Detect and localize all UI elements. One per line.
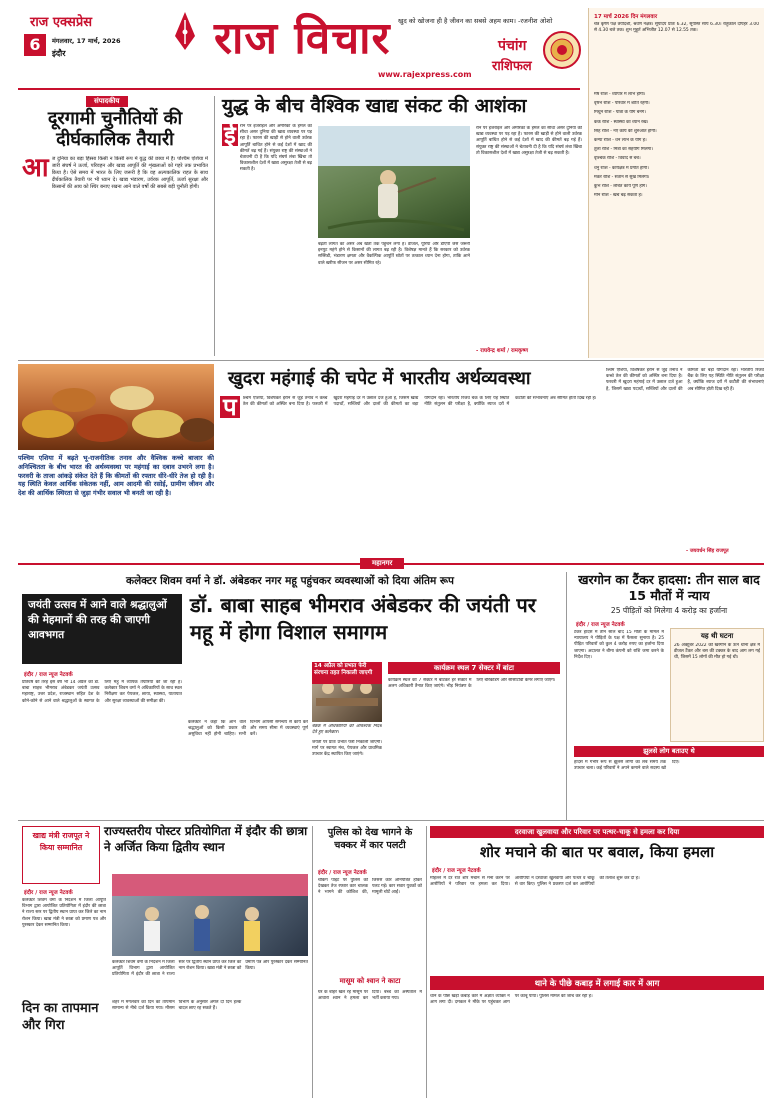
paper-title: राज विचार bbox=[214, 13, 391, 64]
tanker-body: टैंकर हादसे में तीन साल बाद 15 मौतों के मामले में न्यायालय ने पीड़ितों के पक्ष में फैसला सुनाया है। 25 पीड़ित परिवारों को कुल 4 करोड़ रुपए का हर्जाना दिया जाएगा। अदालत ने बीमा कंपनी को राशि जमा करने के निर्देश दिए। bbox=[574, 630, 664, 660]
rashifal-item: कर्क राशि - स्वास्थ्य का ध्यान रखें। bbox=[594, 119, 649, 125]
date-line: मंगलवार, 17 मार्च, 2026 bbox=[52, 37, 121, 45]
poster-byline: इंदौर / राज न्यूज नेटवर्क bbox=[24, 890, 73, 896]
sub1-body: जयंती पर प्रातः प्रभात फेरी निकाली जाएगी। मार्ग पर स्वागत मंच, पेयजल और प्राथमिक उपचार केंद्र स्थापित किए जाएंगे। bbox=[312, 740, 382, 758]
rashifal-item: मकर राशि - संतान से सुख मिलेगा। bbox=[594, 174, 650, 180]
inflation-body-cont: श्चिम एशिया, विशेषकर ईरान से जुड़े तनाव ने कच्चे तेल की कीमतों को अस्थिर बना दिया है। फरवरी में खुदरा महंगाई दर में उछाल दर्ज हुआ है, जिसमें खाद्य पदार्थों, सब्जियों और दालों की कीमतों का बड़ा योगदान रहा। भारतीय रिजर्व बैंक के लिए यह स्थिति नीति संतुलन की परीक्षा है, क्योंकि ब्याज दरों में कटौती की संभावनाएं अब सीमित होती दिख रही हैं। bbox=[606, 368, 764, 392]
sub2-body: कार्यक्रम स्थल को 7 सेक्टर में बांटकर हर सेक्टर में अलग अधिकारी तैनात किए जाएंगे। भीड़ नियंत्रण के लिए बैरिकेडिंग और सीसीटीवी कैमरे लगाए जाएंगे। bbox=[388, 678, 556, 690]
poster-body-2: कलेक्टर शिवम वर्मा के निर्देशन में जिला आपूर्ति विभाग द्वारा आयोजित प्रतियोगिता में इंदौर की छात्रा ने राज्य स्तर पर द्वितीय स्थान प्राप्त कर जिले का नाम रोशन किया। खाद्य मंत्री ने छात्रा को प्रमाण पत्र और पुरस्कार देकर सम्मानित किया। bbox=[112, 960, 308, 978]
tanker-box-title: यह थी घटना bbox=[700, 632, 734, 640]
lead-col-1 bbox=[222, 120, 312, 356]
attack-headline: शोर मचाने की बात पर बवाल, किया हमला bbox=[479, 843, 715, 861]
lead-body-1: रान पर इजराइल और अमेरिका के हमले का सीधा असर दुनिया की खाद्य व्यवस्था पर पड़ रहा है। फारस की खाड़ी से होने वाली उर्वरक आपूर्ति बाधित होने से कई देशों में खाद की कीमतें बढ़ गई हैं। संयुक्त राष्ट्र की संस्थाओं ने चेतावनी दी है कि यदि संघर्ष लंबा खिंचा तो विकासशील देशों में खाद्य असुरक्षा तेजी से बढ़ सकती है। bbox=[239, 124, 312, 173]
ambedkar-headline: डॉ. बाबा साहब भीमराव अंबेडकर की जयंती पर महू में होगा विशाल समागम bbox=[190, 593, 536, 644]
editorial-article bbox=[22, 153, 208, 356]
bottom-divider-1 bbox=[312, 826, 313, 1098]
inflation-byline: - जयवर्धन सिंह राजपूत bbox=[686, 548, 729, 554]
meeting-photo-caption: बैठक में अधिकारियों को आवश्यक निर्देश देते हुए कलेक्टर। bbox=[312, 724, 382, 736]
masthead-rule bbox=[18, 88, 580, 90]
panchang-label: पंचांग bbox=[498, 38, 527, 54]
panchang-date: 17 मार्च 2026 दिन मंगलवार bbox=[594, 14, 658, 20]
lead-headline: युद्ध के बीच वैश्विक खाद्य संकट की आशंका bbox=[222, 95, 527, 117]
rashifal-item: कन्या राशि - धन लाभ के योग हैं। bbox=[594, 138, 647, 144]
rashifal-item: सिंह राशि - नए कार्य की शुरुआत होगी। bbox=[594, 128, 657, 134]
editorial-headline: दूरगामी चुनौतियों की दीर्घकालिक तैयारी bbox=[47, 108, 183, 150]
tanker-box-body: 26 अक्टूबर 2022 को खरगोन के ऊन थाना क्षेत्र में डीजल टैंकर और बस की टक्कर के बाद आग लग गई थी, जिसमें 15 लोगों की मौत हो गई थी। bbox=[674, 643, 760, 661]
tanker-divider bbox=[566, 572, 567, 820]
section-strip-label: महानगर bbox=[360, 558, 404, 569]
attack-kicker: दरवाजा खुलवाया और परिवार पर पत्थर-चाकू से हमला कर दिया bbox=[514, 828, 680, 836]
lead-byline: - राघवेन्द्र शर्मा / रामकृष्ण bbox=[476, 348, 528, 354]
website-link[interactable]: www.rajexpress.com bbox=[378, 70, 472, 79]
section-rule-2 bbox=[18, 820, 764, 821]
rashifal-item: धनु राशि - कार्यक्षेत्र में प्रगति होगी। bbox=[594, 165, 649, 171]
rashifal-item: वृश्चिक राशि - विवाद से बचें। bbox=[594, 156, 641, 162]
editorial-tag: संपादकीय bbox=[86, 96, 128, 107]
tanker-sub: झुलसे लोग बताउए थे bbox=[643, 747, 695, 755]
editorial-body: ज दुनिया का बड़ा हिस्सा किसी न किसी रूप में युद्ध की छाया में है। पश्चिम एशिया में जारी संघर्ष ने ऊर्जा, परिवहन और खाद्य आपूर्ति की शृंखलाओं को गहरे तक प्रभावित किया है। ऐसे समय में भारत के लिए जरूरी है कि वह अल्पकालिक राहत के साथ दीर्घकालिक तैयारी पर भी ध्यान दे। खाद्य भंडारण, उर्वरक आपूर्ति, ऊर्जा सुरक्षा और किसानों की आय को स्थिर बनाए रखना आने वाले वर्षों की सबसे बड़ी चुनौती होगी। bbox=[51, 156, 208, 190]
fire-headline: थाने के पीछे कबाड़ में लगाई कार में आग bbox=[534, 978, 660, 988]
panchang-body: चैत्र कृष्ण पक्ष त्रयोदशी, श्रवण नक्षत्र। सूर्योदय प्रातः 6.32, सूर्यास्त सायं 6.30। राहुकाल दोपहर 3.00 से 4.30 बजे तक। शुभ मुहूर्त अभिजीत 12.07 से 12.55 तक। bbox=[594, 22, 759, 34]
rashifal-list bbox=[594, 92, 759, 199]
farmer-field-photo bbox=[318, 126, 470, 238]
paper-small-name: राज एक्सप्रेस bbox=[30, 15, 93, 30]
award-photo bbox=[112, 874, 308, 956]
ambedkar-body: प्रतिवर्ष की तरह इस वर्ष भी 14 अप्रैल को डॉ. बाबा साहब भीमराव अंबेडकर जयंती उत्सव महाराष्ट्र, उत्तर प्रदेश, राजस्थान सहित देश के कोने-कोने से आने वाले श्रद्धालुओं के स्वागत के लिए महू में व्यापक तैयारियां की जा रही हैं। कलेक्टर शिवम वर्मा ने अधिकारियों के साथ स्थल निरीक्षण कर पेयजल, छाया, स्वास्थ्य, यातायात और सुरक्षा व्यवस्थाओं की समीक्षा की। bbox=[22, 680, 182, 704]
tanker-sub-banner bbox=[574, 746, 764, 757]
rashifal-item: मेष राशि - व्यापार में लाभ होगा। bbox=[594, 92, 646, 97]
inflation-body: श्चिम एशिया, विशेषकर ईरान से जुड़े तनाव ने कच्चे तेल की कीमतों को अस्थिर बना दिया है। फरवरी में खुदरा महंगाई दर में उछाल दर्ज हुआ है, जिसमें खाद्य पदार्थों, सब्जियों और दालों की कीमतों का बड़ा योगदान रहा। भारतीय रिजर्व बैंक के लिए यह स्थिति नीति संतुलन की परीक्षा है, क्योंकि ब्याज दरों में कटौती की संभावनाएं अब सीमित होती दिख रही हैं। bbox=[242, 396, 597, 408]
sub2-banner bbox=[388, 662, 560, 674]
police-sub-body: घर के बाहर खेल रहे मासूम पर आवारा श्वान ने हमला कर दिया। बच्चे को अस्पताल में भर्ती कराया गया। bbox=[318, 990, 422, 1002]
sub1-headline: 14 अप्रैल को प्रभात फेरी संरचना तहत निकाली जाएगी bbox=[314, 663, 373, 676]
ambedkar-byline: इंदौर / राज न्यूज नेटवर्क bbox=[24, 672, 73, 678]
sub2-headline: कार्यक्रम स्थल 7 सेक्टर में बांटा bbox=[434, 664, 514, 672]
inflation-standfirst: पश्चिम एशिया में बढ़ते भू-राजनीतिक तनाव और वैश्विक कच्चे बाजार की अनिश्चितता के बीच भारत की अर्थव्यवस्था पर महंगाई का दबाव उभरने लगा है। फरवरी के ताजा आंकड़े संकेत देते हैं कि कीमतों की रफ्तार धीरे-धीरे तेज हो रही है। यह स्थिति केवल आर्थिक संकेतक नहीं, आम आदमी की रसोई, ग्रामीण जीवन और देश की आर्थिक स्थिरता से जुड़ा गंभीर सवाल भी बनती जा रही है। bbox=[18, 454, 214, 498]
rashifal-item: वृषभ राशि - परिवार में शांति रहेगी। bbox=[594, 101, 650, 107]
poster-headline: राज्यस्तरीय पोस्टर प्रतियोगिता में इंदौर की छात्रा ने अर्जित किया द्वितीय स्थान bbox=[104, 824, 308, 854]
attack-kicker-bar bbox=[430, 826, 764, 838]
tanker-headline: खरगोन का टैंकर हादसा: तीन साल बाद 15 मौतों में न्याय bbox=[578, 572, 760, 603]
rashifal-item: मिथुन राशि - यात्रा के योग बनेंगे। bbox=[594, 110, 646, 116]
inflation-article bbox=[220, 392, 600, 552]
weather-body: शहर में मंगलवार को दिन का तापमान सामान्य से नीचे दर्ज किया गया। मौसम विभाग के अनुसार अगले दो दिन हल्के बादल छाए रह सकते हैं। bbox=[112, 1000, 242, 1012]
minister-text: खाद्य मंत्री राजपूत ने किया सम्मानित bbox=[32, 831, 90, 852]
police-headline: पुलिस को देख भागने के चक्कर में कार पलटी bbox=[327, 827, 413, 851]
tanker-fact-box bbox=[670, 628, 764, 742]
thought-quote: खुद को खोजना ही है जीवन का सबसे अहम काम। -रजनीश ओशो bbox=[398, 17, 553, 25]
city-name: इंदौर bbox=[52, 49, 66, 58]
rashifal-item: कुंभ राशि - लंबित कार्य पूर्ण होंगे। bbox=[594, 184, 647, 190]
inflation-headline: खुदरा महंगाई की चपेट में भारतीय अर्थव्यवस्था bbox=[228, 368, 531, 389]
police-body: चेकिंग पॉइंट पर पुलिस को देखकर तेज रफ्तार कार चालक ने भागने की कोशिश की, जिससे कार अनियंत्रित होकर पलट गई। कार सवार युवकों को मामूली चोटें आईं। bbox=[318, 878, 422, 896]
poster-body: कलेक्टर शिवम वर्मा के निर्देशन में जिला आपूर्ति विभाग द्वारा आयोजित प्रतियोगिता में इंदौर की छात्रा ने राज्य स्तर पर द्वितीय स्थान प्राप्त कर जिले का नाम रोशन किया। खाद्य मंत्री ने छात्रा को प्रमाण पत्र और पुरस्कार देकर सम्मानित किया। bbox=[22, 898, 106, 928]
police-sub: मासूम को श्वान ने काटा bbox=[339, 977, 401, 985]
minister-box bbox=[22, 826, 100, 884]
section-rule-1 bbox=[18, 360, 764, 361]
lead-body-2: बढ़ती लागत का असर अब खेतों तक पहुंचने लगा है। डीजल, यूरिया और डीएपी जैसे जरूरी इनपुट महंगे होने से किसानों की लागत बढ़ रही है। विशेषज्ञ मानते हैं कि सरकार को उर्वरक सब्सिडी, भंडारण क्षमता और वैकल्पिक आपूर्ति स्रोतों पर तत्काल ध्यान देना होगा, ताकि आने वाले खरीफ सीजन पर असर सीमित रहे। bbox=[318, 242, 470, 266]
tanker-byline: इंदौर / राज न्यूज नेटवर्क bbox=[576, 622, 625, 628]
pen-logo-icon bbox=[168, 10, 202, 54]
zodiac-wheel-icon bbox=[542, 30, 582, 70]
section-strip bbox=[18, 558, 764, 570]
tanker-sub-body: हादसे में गंभीर रूप से झुलसे लोगों का लंबे समय तक उपचार चला। कई परिवारों ने अपने कमाने वाले सदस्य खो दिए। bbox=[574, 760, 680, 772]
weather-box bbox=[22, 1000, 106, 1098]
ambedkar-body-2: कलेक्टर ने कहा कि आने वाले श्रद्धालुओं को किसी प्रकार की असुविधा नहीं होनी चाहिए। सभी विभाग आपसी समन्वय से कार्य करें और समय सीमा में व्यवस्थाएं पूर्ण करें। bbox=[188, 720, 308, 738]
masthead bbox=[18, 8, 578, 86]
spices-market-photo bbox=[18, 364, 214, 450]
police-sub-banner bbox=[318, 976, 422, 987]
rashifal-label: राशिफल bbox=[492, 59, 532, 74]
rashifal-item: मीन राशि - खर्च बढ़ सकता है। bbox=[594, 193, 643, 199]
editorial-divider bbox=[214, 96, 215, 356]
fire-banner bbox=[430, 976, 764, 990]
weather-headline: दिन का तापमान और गिरा bbox=[22, 1001, 99, 1033]
editorial-dropcap: आ bbox=[22, 153, 49, 183]
rashifal-item: तुला राशि - मित्रों का सहयोग मिलेगा। bbox=[594, 147, 653, 153]
jayanti-box bbox=[22, 594, 182, 664]
collector-headline: कलेक्टर शिवम वर्मा ने डॉ. अंबेडकर नगर महू पहुंचकर व्यवस्थाओं को दिया अंतिम रूप bbox=[126, 575, 454, 587]
jayanti-box-text: जयंती उत्सव में आने वाले श्रद्धालुओं की मेहमानों की तरह की जाएगी आवभगत bbox=[28, 599, 167, 641]
sub1-banner bbox=[312, 662, 382, 684]
lead-body-3: रान पर इजराइल और अमेरिका के हमले का सीधा असर दुनिया की खाद्य व्यवस्था पर पड़ रहा है। फारस की खाड़ी से होने वाली उर्वरक आपूर्ति बाधित होने से कई देशों में खाद की कीमतें बढ़ गई हैं। संयुक्त राष्ट्र की संस्थाओं ने चेतावनी दी है कि यदि संघर्ष लंबा खिंचा तो विकासशील देशों में खाद्य असुरक्षा तेजी से बढ़ सकती है। bbox=[476, 126, 582, 156]
tanker-subhead: 25 पीड़ितों को मिलेगा 4 करोड़ का हर्जाना bbox=[610, 606, 728, 615]
bottom-divider-2 bbox=[426, 826, 427, 1098]
attack-byline: इंदौर / राज न्यूज नेटवर्क bbox=[432, 868, 481, 874]
fire-body: थाने के पीछे खड़ी कबाड़ कार में अज्ञात व्यक्ति ने आग लगा दी। दमकल ने मौके पर पहुंचकर आग पर काबू पाया। पुलिस मामले की जांच कर रही है। bbox=[430, 994, 593, 1006]
panchang-column bbox=[588, 8, 764, 358]
inflation-dropcap: प bbox=[220, 396, 240, 418]
lead-dropcap: ई bbox=[224, 120, 236, 149]
police-byline: इंदौर / राज न्यूज नेटवर्क bbox=[318, 870, 367, 876]
page-number: 6 bbox=[24, 34, 46, 56]
attack-body: मोहल्ले में देर रात शोर मचाने से मना करने पर आरोपियों ने परिवार पर हमला कर दिया। आरोपियों ने दरवाजा खुलवाया और पत्थर व चाकू से वार किए। पुलिस ने प्रकरण दर्ज कर आरोपियों की तलाश शुरू कर दी है। bbox=[430, 876, 640, 888]
